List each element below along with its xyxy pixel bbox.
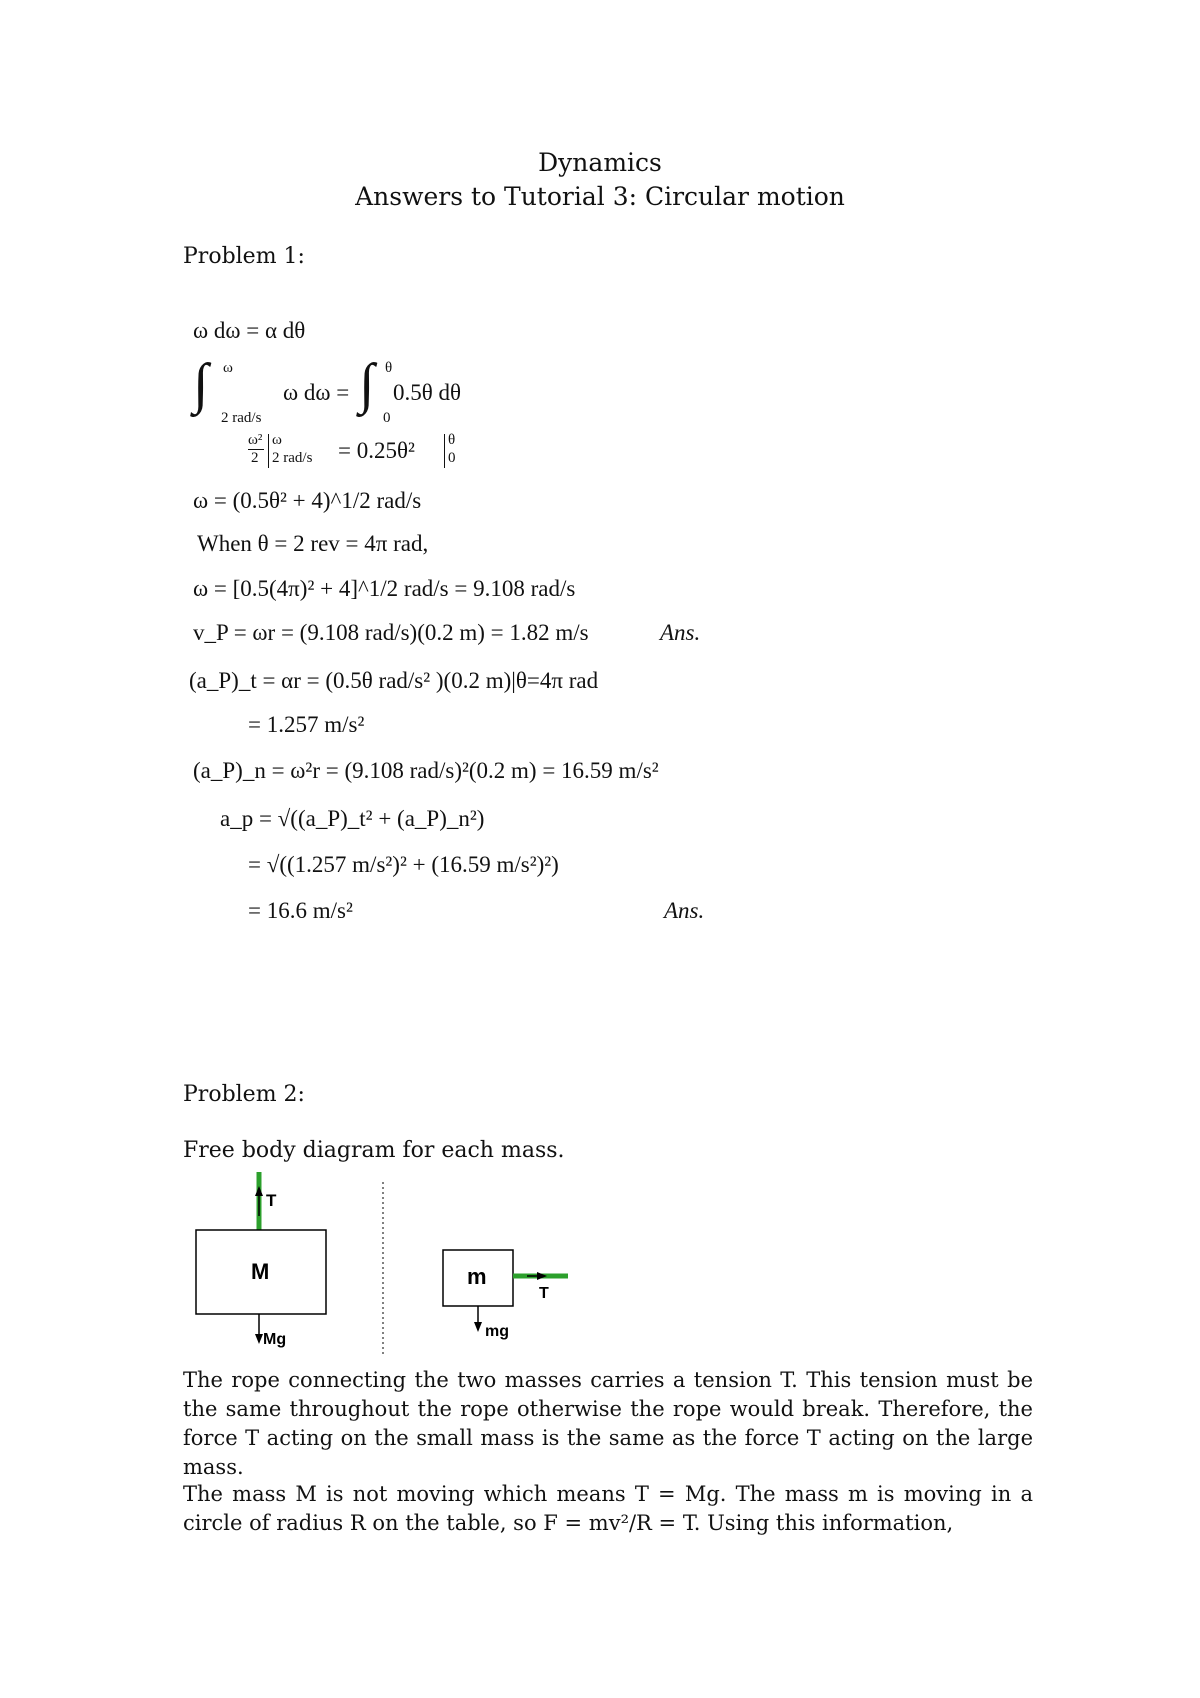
- equation-3: [248, 432, 508, 478]
- integral-lower-right: 0: [383, 410, 391, 426]
- equation-12: = √((1.257 m/s²)² + (16.59 m/s²)²): [248, 852, 559, 877]
- eval-rhs: = 0.25θ²: [338, 438, 415, 463]
- equation-11: a_p = √((a_P)_t² + (a_P)_n²): [220, 806, 485, 831]
- integral-upper-right: θ: [385, 360, 393, 376]
- tension-label-small: T: [539, 1285, 549, 1302]
- eval-bar-right: [444, 434, 445, 468]
- small-mass-label: m: [467, 1264, 487, 1289]
- eval-lower-left: 2 rad/s: [272, 450, 313, 466]
- document-title: Dynamics: [538, 148, 662, 177]
- equation-6: ω = [0.5(4π)² + 4]^1/2 rad/s = 9.108 rad/s: [193, 576, 576, 601]
- fraction-numerator: ω²: [248, 432, 263, 448]
- integral-sign-right: ∫: [359, 353, 375, 415]
- weight-arrowhead-small: [474, 1322, 482, 1332]
- integral-sign-left: ∫: [193, 353, 209, 415]
- weight-label-small: mg: [485, 1323, 509, 1340]
- integral-upper-left: ω: [223, 360, 233, 376]
- problem2-heading: Problem 2:: [183, 1082, 305, 1107]
- equation-2: [193, 353, 513, 430]
- weight-arrowhead-large: [255, 1334, 263, 1344]
- eval-upper-left: ω: [272, 432, 282, 448]
- weight-label-large: Mg: [263, 1331, 287, 1348]
- equation-4: ω = (0.5θ² + 4)^1/2 rad/s: [193, 488, 422, 513]
- equation-5: When θ = 2 rev = 4π rad,: [197, 531, 429, 556]
- fraction-denominator: 2: [251, 450, 259, 466]
- problem2-paragraph-1: The rope connecting the two masses carries a tension T. This tension must be the same throughout the rope otherwise the rope would break. Therefore, the force T acting on the small mass is the same as the force T acting on the large mass.: [183, 1368, 1033, 1479]
- equation-10: (a_P)_n = ω²r = (9.108 rad/s)²(0.2 m) = 16.59 m/s²: [193, 758, 659, 783]
- free-body-diagram: [183, 1172, 603, 1372]
- equation-1: ω dω = α dθ: [193, 318, 306, 343]
- tension-arrowhead-small: [537, 1272, 547, 1280]
- eval-lower-right: 0: [448, 450, 456, 466]
- eval-bar-left: [268, 434, 269, 468]
- equation-7-ans: Ans.: [660, 620, 701, 645]
- tension-arrowhead-large: [255, 1186, 263, 1196]
- problem1-heading: Problem 1:: [183, 244, 305, 269]
- problem2-paragraph-2: The mass M is not moving which means T = Mg. The mass m is moving in a circle of radius R on the table, so F = mv²/R = T. Using this information,: [183, 1482, 1033, 1535]
- equation-13-ans: Ans.: [664, 898, 705, 923]
- integral-lhs: ω dω =: [283, 380, 350, 405]
- equation-7: v_P = ωr = (9.108 rad/s)(0.2 m) = 1.82 m/s: [193, 620, 589, 645]
- equation-13: = 16.6 m/s²: [248, 898, 353, 923]
- large-mass-label: M: [251, 1259, 270, 1284]
- problem2-intro: Free body diagram for each mass.: [183, 1138, 565, 1163]
- integral-lower-left: 2 rad/s: [221, 410, 262, 426]
- eval-upper-right: θ: [448, 432, 456, 448]
- equation-9: = 1.257 m/s²: [248, 712, 365, 737]
- integral-rhs: 0.5θ dθ: [393, 380, 462, 405]
- document-subtitle: Answers to Tutorial 3: Circular motion: [355, 182, 845, 211]
- equation-8: (a_P)_t = αr = (0.5θ rad/s² )(0.2 m)|θ=4π rad: [189, 668, 599, 693]
- tension-label-large: T: [266, 1191, 277, 1210]
